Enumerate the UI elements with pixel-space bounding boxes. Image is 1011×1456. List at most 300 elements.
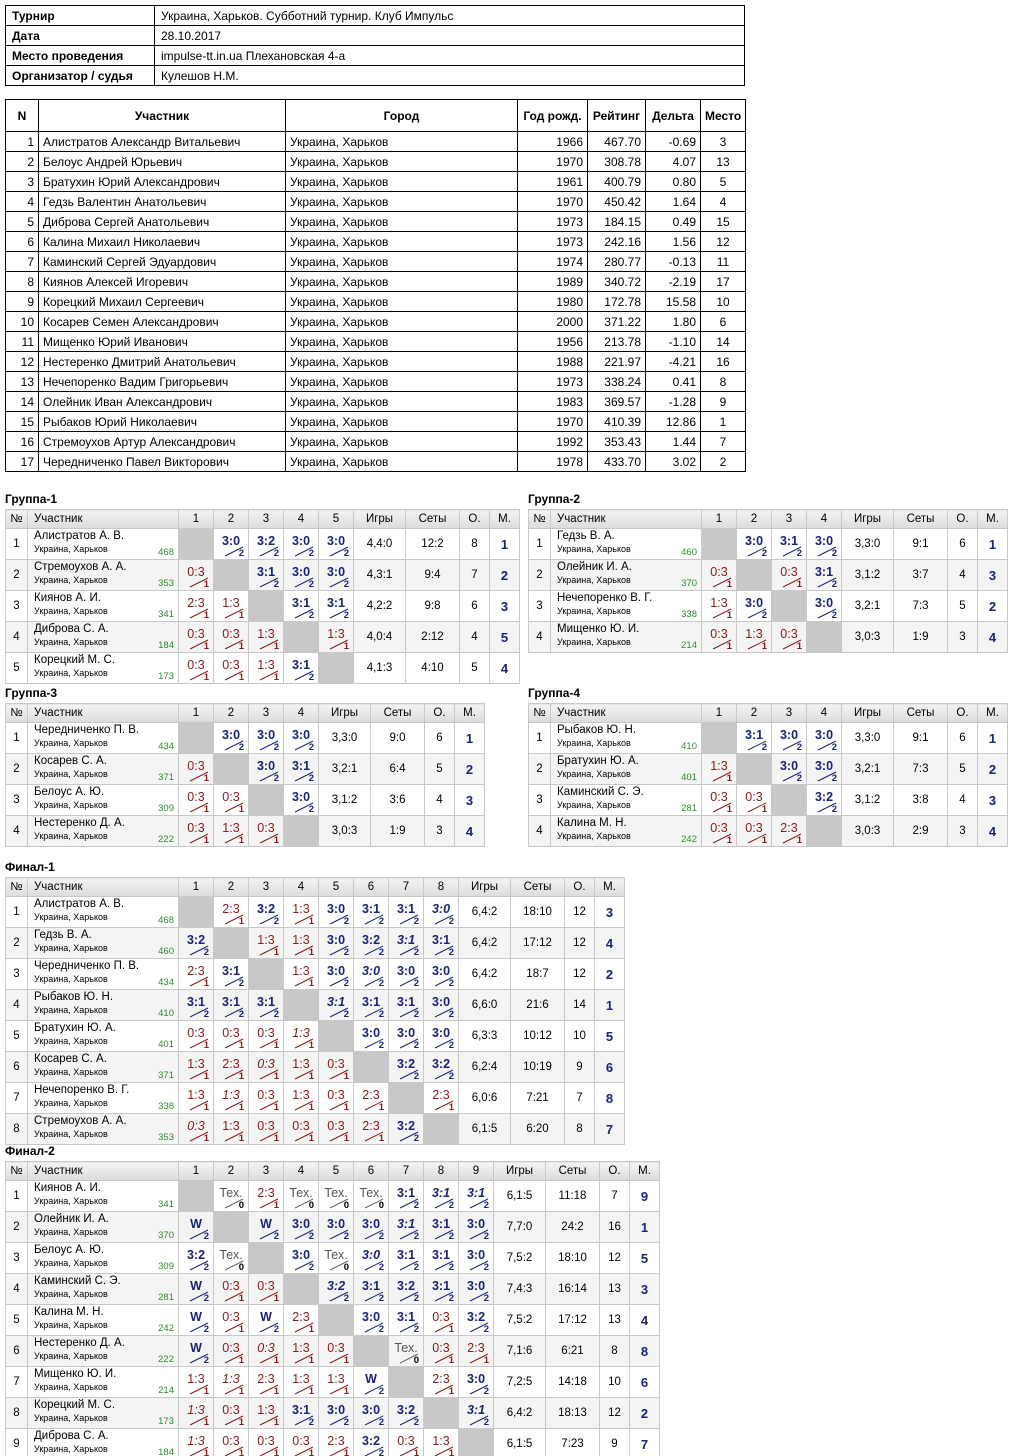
match-cell[interactable] — [284, 754, 319, 785]
match-score[interactable]: 3:1 — [291, 1403, 311, 1417]
match-result[interactable] — [249, 653, 283, 683]
match-score[interactable]: 3:2 — [396, 1403, 416, 1417]
match-cell[interactable] — [214, 785, 249, 816]
match-cell[interactable] — [214, 653, 249, 684]
match-score[interactable]: 1:3 — [222, 1372, 240, 1386]
match-score[interactable]: W — [260, 1310, 272, 1324]
match-cell[interactable] — [284, 897, 319, 928]
match-result[interactable] — [459, 1181, 493, 1211]
match-result[interactable] — [424, 990, 458, 1020]
match-result[interactable] — [249, 1336, 283, 1366]
match-result[interactable] — [354, 1367, 388, 1397]
match-cell[interactable] — [249, 754, 284, 785]
match-score[interactable]: 3:0 — [779, 759, 799, 773]
match-score[interactable]: 3:0 — [431, 995, 451, 1009]
match-result[interactable] — [424, 928, 458, 958]
match-result[interactable] — [179, 1398, 213, 1428]
match-score[interactable]: 1:3 — [257, 933, 275, 947]
match-cell[interactable] — [319, 1398, 354, 1429]
match-score[interactable]: 0:3 — [327, 1119, 345, 1133]
match-result[interactable] — [702, 560, 736, 590]
match-cell[interactable] — [249, 897, 284, 928]
match-score[interactable]: 1:3 — [222, 821, 240, 835]
player-name[interactable]: Корецкий М. С. — [34, 654, 116, 666]
match-score[interactable]: 3:1 — [326, 995, 346, 1009]
player-cell[interactable] — [551, 785, 702, 816]
match-cell[interactable] — [284, 1367, 319, 1398]
player-name[interactable]: Чередниченко П. В. — [34, 960, 140, 972]
match-score[interactable]: 2:3 — [187, 964, 205, 978]
match-cell[interactable] — [214, 959, 249, 990]
match-result[interactable] — [249, 897, 283, 927]
match-cell[interactable] — [389, 1336, 424, 1367]
match-cell[interactable] — [459, 1181, 494, 1212]
match-cell[interactable] — [249, 1274, 284, 1305]
match-result[interactable] — [214, 785, 248, 815]
match-result[interactable] — [389, 928, 423, 958]
match-score[interactable]: 3:0 — [361, 1248, 381, 1262]
match-score[interactable]: 3:1 — [396, 933, 416, 947]
match-cell[interactable] — [459, 1243, 494, 1274]
match-result[interactable] — [319, 897, 353, 927]
match-result[interactable] — [284, 1181, 318, 1211]
match-score[interactable]: 3:0 — [361, 1217, 381, 1231]
match-cell[interactable] — [354, 1305, 389, 1336]
match-result[interactable] — [772, 560, 806, 590]
match-result[interactable] — [319, 1274, 353, 1304]
match-score[interactable]: 3:2 — [186, 1248, 206, 1262]
player-cell[interactable] — [28, 1212, 179, 1243]
match-score[interactable]: 3:0 — [814, 728, 834, 742]
match-result[interactable] — [249, 1181, 283, 1211]
match-result[interactable] — [179, 1429, 213, 1456]
player-cell[interactable] — [28, 1305, 179, 1336]
player-cell[interactable] — [28, 591, 179, 622]
match-result[interactable] — [249, 928, 283, 958]
player-cell[interactable] — [551, 622, 702, 653]
match-cell[interactable] — [319, 1336, 354, 1367]
match-score[interactable]: 0:3 — [327, 1341, 345, 1355]
match-cell[interactable] — [772, 560, 807, 591]
match-score[interactable]: 2:3 — [222, 1057, 240, 1071]
match-cell[interactable] — [179, 1305, 214, 1336]
match-score[interactable]: 3:1 — [779, 534, 799, 548]
match-result[interactable] — [284, 754, 318, 784]
match-score[interactable]: 3:0 — [326, 902, 346, 916]
match-score[interactable]: 3:1 — [326, 596, 346, 610]
match-result[interactable] — [772, 622, 806, 652]
match-score[interactable]: 0:3 — [187, 821, 205, 835]
match-result[interactable] — [214, 1114, 248, 1144]
match-result[interactable] — [179, 754, 213, 784]
match-score[interactable]: 2:3 — [432, 1372, 450, 1386]
match-score[interactable]: 2:3 — [362, 1088, 380, 1102]
match-result[interactable] — [737, 529, 771, 559]
match-score[interactable]: 0:3 — [187, 759, 205, 773]
match-score[interactable]: 1:3 — [292, 1088, 310, 1102]
match-cell[interactable] — [249, 1336, 284, 1367]
match-score[interactable]: 0:3 — [710, 565, 728, 579]
match-cell[interactable] — [284, 1212, 319, 1243]
match-cell[interactable] — [424, 1429, 459, 1456]
match-score[interactable]: 3:0 — [431, 964, 451, 978]
match-cell[interactable] — [319, 1367, 354, 1398]
match-cell[interactable] — [389, 1021, 424, 1052]
match-result[interactable] — [214, 1336, 248, 1366]
match-cell[interactable] — [284, 1021, 319, 1052]
match-result[interactable] — [807, 754, 841, 784]
match-score[interactable]: 3:0 — [256, 759, 276, 773]
match-result[interactable] — [319, 1336, 353, 1366]
player-cell[interactable] — [28, 723, 179, 754]
match-result[interactable] — [319, 1243, 353, 1273]
match-score[interactable]: 0:3 — [222, 1403, 240, 1417]
match-score[interactable]: 1:3 — [257, 658, 275, 672]
match-score[interactable]: 3:1 — [256, 995, 276, 1009]
match-result[interactable] — [179, 1243, 213, 1273]
player-name[interactable]: Калина М. Н. — [557, 817, 627, 829]
match-score[interactable]: 3:0 — [361, 964, 381, 978]
match-cell[interactable] — [249, 816, 284, 847]
match-cell[interactable] — [214, 990, 249, 1021]
match-cell[interactable] — [179, 785, 214, 816]
match-score[interactable]: 3:2 — [326, 1279, 346, 1293]
match-result[interactable] — [424, 1243, 458, 1273]
match-result[interactable] — [179, 1305, 213, 1335]
match-result[interactable] — [319, 622, 353, 652]
match-score[interactable]: Тех. — [394, 1341, 418, 1355]
match-cell[interactable] — [424, 1083, 459, 1114]
match-cell[interactable] — [354, 1367, 389, 1398]
match-result[interactable] — [459, 1398, 493, 1428]
match-score[interactable]: 3:1 — [431, 933, 451, 947]
match-cell[interactable] — [319, 560, 354, 591]
player-cell[interactable] — [28, 928, 179, 959]
match-score[interactable]: 3:1 — [396, 902, 416, 916]
player-name[interactable]: Братухин Ю. А. — [557, 755, 639, 767]
match-score[interactable]: 2:3 — [780, 821, 798, 835]
player-cell[interactable] — [551, 529, 702, 560]
match-score[interactable]: 3:0 — [326, 1217, 346, 1231]
player-cell[interactable] — [28, 1114, 179, 1145]
player-name[interactable]: Каминский С. Э. — [34, 1275, 121, 1287]
match-cell[interactable] — [249, 1305, 284, 1336]
match-cell[interactable] — [319, 1274, 354, 1305]
match-result[interactable] — [179, 1274, 213, 1304]
match-score[interactable]: 0:3 — [222, 658, 240, 672]
match-score[interactable]: 3:0 — [291, 565, 311, 579]
match-cell[interactable] — [179, 754, 214, 785]
match-score[interactable]: 0:3 — [222, 1310, 240, 1324]
match-cell[interactable] — [424, 1305, 459, 1336]
match-cell[interactable] — [214, 1305, 249, 1336]
match-score[interactable]: 0:3 — [327, 1057, 345, 1071]
player-name[interactable]: Олейник И. А. — [557, 561, 632, 573]
match-result[interactable] — [389, 1021, 423, 1051]
match-score[interactable]: W — [190, 1279, 202, 1293]
match-result[interactable] — [284, 1052, 318, 1082]
match-cell[interactable] — [249, 653, 284, 684]
match-score[interactable]: 3:2 — [256, 902, 276, 916]
match-score[interactable]: 0:3 — [222, 1279, 240, 1293]
match-score[interactable]: 3:1 — [396, 995, 416, 1009]
match-cell[interactable] — [354, 1429, 389, 1456]
match-cell[interactable] — [354, 990, 389, 1021]
match-result[interactable] — [319, 990, 353, 1020]
match-score[interactable]: 2:3 — [432, 1088, 450, 1102]
match-cell[interactable] — [179, 1212, 214, 1243]
match-result[interactable] — [424, 1274, 458, 1304]
match-score[interactable]: 0:3 — [292, 1119, 310, 1133]
match-result[interactable] — [214, 1021, 248, 1051]
player-name[interactable]: Киянов А. И. — [34, 592, 101, 604]
match-cell[interactable] — [214, 1114, 249, 1145]
match-result[interactable] — [389, 1181, 423, 1211]
match-score[interactable]: 3:1 — [291, 658, 311, 672]
match-result[interactable] — [214, 1429, 248, 1456]
match-result[interactable] — [179, 1021, 213, 1051]
player-cell[interactable] — [551, 816, 702, 847]
match-result[interactable] — [214, 1083, 248, 1113]
match-score[interactable]: 3:2 — [431, 1057, 451, 1071]
match-cell[interactable] — [424, 1274, 459, 1305]
match-cell[interactable] — [214, 1336, 249, 1367]
match-result[interactable] — [807, 591, 841, 621]
match-cell[interactable] — [179, 816, 214, 847]
match-cell[interactable] — [807, 754, 842, 785]
match-cell[interactable] — [354, 959, 389, 990]
match-cell[interactable] — [319, 1114, 354, 1145]
player-name[interactable]: Нечепоренко В. Г. — [557, 592, 653, 604]
match-result[interactable] — [354, 990, 388, 1020]
match-cell[interactable] — [179, 1021, 214, 1052]
player-name[interactable]: Алистратов А. В. — [34, 898, 125, 910]
match-result[interactable] — [179, 1083, 213, 1113]
player-cell[interactable] — [551, 754, 702, 785]
match-result[interactable] — [284, 1367, 318, 1397]
match-result[interactable] — [389, 1243, 423, 1273]
match-cell[interactable] — [249, 529, 284, 560]
match-cell[interactable] — [389, 1274, 424, 1305]
match-cell[interactable] — [424, 1336, 459, 1367]
match-cell[interactable] — [389, 1429, 424, 1456]
match-score[interactable]: 2:3 — [327, 1434, 345, 1448]
match-score[interactable]: 2:3 — [187, 596, 205, 610]
match-cell[interactable] — [319, 1243, 354, 1274]
match-cell[interactable] — [179, 1367, 214, 1398]
match-score[interactable]: 0:3 — [222, 1026, 240, 1040]
match-cell[interactable] — [389, 1114, 424, 1145]
player-name[interactable]: Корецкий М. С. — [34, 1399, 116, 1411]
match-result[interactable] — [354, 1021, 388, 1051]
match-score[interactable]: 1:3 — [292, 1341, 310, 1355]
match-score[interactable]: 0:3 — [432, 1341, 450, 1355]
match-score[interactable]: 0:3 — [257, 1088, 275, 1102]
match-result[interactable] — [249, 1367, 283, 1397]
match-score[interactable]: 3:0 — [326, 1403, 346, 1417]
match-cell[interactable] — [389, 1052, 424, 1083]
player-name[interactable]: Нестеренко Д. А. — [34, 1337, 125, 1349]
match-score[interactable]: 0:3 — [710, 790, 728, 804]
match-score[interactable]: 0:3 — [257, 1057, 275, 1071]
match-cell[interactable] — [354, 1243, 389, 1274]
match-result[interactable] — [772, 754, 806, 784]
player-name[interactable]: Рыбаков Ю. Н. — [557, 724, 637, 736]
match-result[interactable] — [214, 1243, 248, 1273]
match-cell[interactable] — [284, 1052, 319, 1083]
match-cell[interactable] — [319, 990, 354, 1021]
match-result[interactable] — [702, 591, 736, 621]
match-result[interactable] — [179, 560, 213, 590]
match-result[interactable] — [459, 1305, 493, 1335]
match-score[interactable]: 3:1 — [396, 1248, 416, 1262]
match-cell[interactable] — [249, 1212, 284, 1243]
match-result[interactable] — [354, 1212, 388, 1242]
player-cell[interactable] — [551, 560, 702, 591]
match-score[interactable]: 3:0 — [291, 790, 311, 804]
match-cell[interactable] — [214, 1243, 249, 1274]
match-result[interactable] — [354, 1083, 388, 1113]
match-result[interactable] — [319, 1212, 353, 1242]
match-result[interactable] — [424, 897, 458, 927]
match-result[interactable] — [214, 1367, 248, 1397]
match-score[interactable]: 3:0 — [431, 902, 451, 916]
match-cell[interactable] — [284, 591, 319, 622]
match-cell[interactable] — [807, 529, 842, 560]
match-result[interactable] — [179, 990, 213, 1020]
match-score[interactable]: 1:3 — [710, 759, 728, 773]
match-score[interactable]: 3:1 — [431, 1248, 451, 1262]
match-score[interactable]: 1:3 — [292, 902, 310, 916]
match-result[interactable] — [284, 897, 318, 927]
match-cell[interactable] — [249, 1398, 284, 1429]
match-score[interactable]: 3:0 — [326, 534, 346, 548]
player-name[interactable]: Косарев С. А. — [34, 1053, 107, 1065]
match-score[interactable]: 3:1 — [361, 902, 381, 916]
match-score[interactable]: 3:1 — [221, 964, 241, 978]
match-score[interactable]: 2:3 — [257, 1372, 275, 1386]
match-result[interactable] — [389, 1336, 423, 1366]
match-result[interactable] — [179, 785, 213, 815]
match-score[interactable]: W — [365, 1372, 377, 1386]
match-result[interactable] — [737, 723, 771, 753]
player-name[interactable]: Братухин Ю. А. — [34, 1022, 116, 1034]
match-cell[interactable] — [179, 1052, 214, 1083]
match-score[interactable]: 3:1 — [431, 1186, 451, 1200]
match-score[interactable]: 3:0 — [396, 964, 416, 978]
player-cell[interactable] — [28, 959, 179, 990]
match-cell[interactable] — [284, 1181, 319, 1212]
match-result[interactable] — [214, 1181, 248, 1211]
match-cell[interactable] — [772, 754, 807, 785]
match-cell[interactable] — [702, 560, 737, 591]
match-result[interactable] — [389, 1114, 423, 1144]
match-cell[interactable] — [459, 1336, 494, 1367]
match-cell[interactable] — [284, 1429, 319, 1456]
match-result[interactable] — [179, 928, 213, 958]
match-result[interactable] — [214, 897, 248, 927]
match-cell[interactable] — [424, 1181, 459, 1212]
match-cell[interactable] — [284, 560, 319, 591]
match-cell[interactable] — [807, 591, 842, 622]
match-cell[interactable] — [214, 897, 249, 928]
match-cell[interactable] — [389, 1243, 424, 1274]
match-score[interactable]: Тех. — [219, 1248, 243, 1262]
match-score[interactable]: 0:3 — [222, 1434, 240, 1448]
match-score[interactable]: 1:3 — [222, 1119, 240, 1133]
match-cell[interactable] — [702, 785, 737, 816]
match-result[interactable] — [424, 1212, 458, 1242]
match-score[interactable]: 1:3 — [257, 1403, 275, 1417]
player-name[interactable]: Гедзь В. А. — [557, 530, 615, 542]
match-score[interactable]: 1:3 — [432, 1434, 450, 1448]
player-cell[interactable] — [28, 622, 179, 653]
match-score[interactable]: 1:3 — [187, 1088, 205, 1102]
player-name[interactable]: Алистратов А. В. — [34, 530, 125, 542]
match-cell[interactable] — [214, 1052, 249, 1083]
match-cell[interactable] — [284, 1083, 319, 1114]
match-cell[interactable] — [179, 1274, 214, 1305]
match-cell[interactable] — [284, 959, 319, 990]
match-result[interactable] — [459, 1243, 493, 1273]
match-result[interactable] — [737, 785, 771, 815]
player-cell[interactable] — [551, 591, 702, 622]
match-result[interactable] — [424, 1336, 458, 1366]
match-cell[interactable] — [389, 928, 424, 959]
player-name[interactable]: Диброва С. А. — [34, 1430, 109, 1442]
player-name[interactable]: Гедзь В. А. — [34, 929, 92, 941]
match-score[interactable]: 3:1 — [466, 1186, 486, 1200]
match-score[interactable]: Тех. — [289, 1186, 313, 1200]
match-score[interactable]: 1:3 — [257, 627, 275, 641]
match-result[interactable] — [214, 816, 248, 846]
match-result[interactable] — [179, 1114, 213, 1144]
match-score[interactable]: Тех. — [219, 1186, 243, 1200]
match-cell[interactable] — [772, 622, 807, 653]
match-score[interactable]: W — [190, 1217, 202, 1231]
match-result[interactable] — [807, 723, 841, 753]
match-cell[interactable] — [772, 529, 807, 560]
player-name[interactable]: Белоус А. Ю. — [34, 1244, 105, 1256]
match-score[interactable]: 0:3 — [222, 790, 240, 804]
match-score[interactable]: 3:1 — [291, 759, 311, 773]
match-result[interactable] — [424, 1052, 458, 1082]
match-result[interactable] — [249, 1212, 283, 1242]
match-result[interactable] — [354, 1243, 388, 1273]
match-cell[interactable] — [319, 1181, 354, 1212]
match-score[interactable]: 1:3 — [292, 1057, 310, 1071]
match-result[interactable] — [319, 1429, 353, 1456]
player-name[interactable]: Мищенко Ю. И. — [34, 1368, 117, 1380]
match-score[interactable]: 3:0 — [466, 1279, 486, 1293]
match-cell[interactable] — [284, 928, 319, 959]
match-score[interactable]: 0:3 — [257, 1434, 275, 1448]
match-score[interactable]: 1:3 — [187, 1057, 205, 1071]
match-score[interactable]: 1:3 — [187, 1372, 205, 1386]
match-score[interactable]: W — [260, 1217, 272, 1231]
match-score[interactable]: 2:3 — [292, 1310, 310, 1324]
match-cell[interactable] — [354, 1212, 389, 1243]
player-name[interactable]: Косарев С. А. — [34, 755, 107, 767]
match-result[interactable] — [249, 754, 283, 784]
match-cell[interactable] — [214, 1398, 249, 1429]
match-score[interactable]: 3:0 — [466, 1372, 486, 1386]
match-result[interactable] — [249, 1398, 283, 1428]
match-score[interactable]: 0:3 — [187, 565, 205, 579]
player-name[interactable]: Стремоухов А. А. — [34, 1115, 127, 1127]
match-score[interactable]: 3:1 — [396, 1217, 416, 1231]
player-cell[interactable] — [28, 990, 179, 1021]
